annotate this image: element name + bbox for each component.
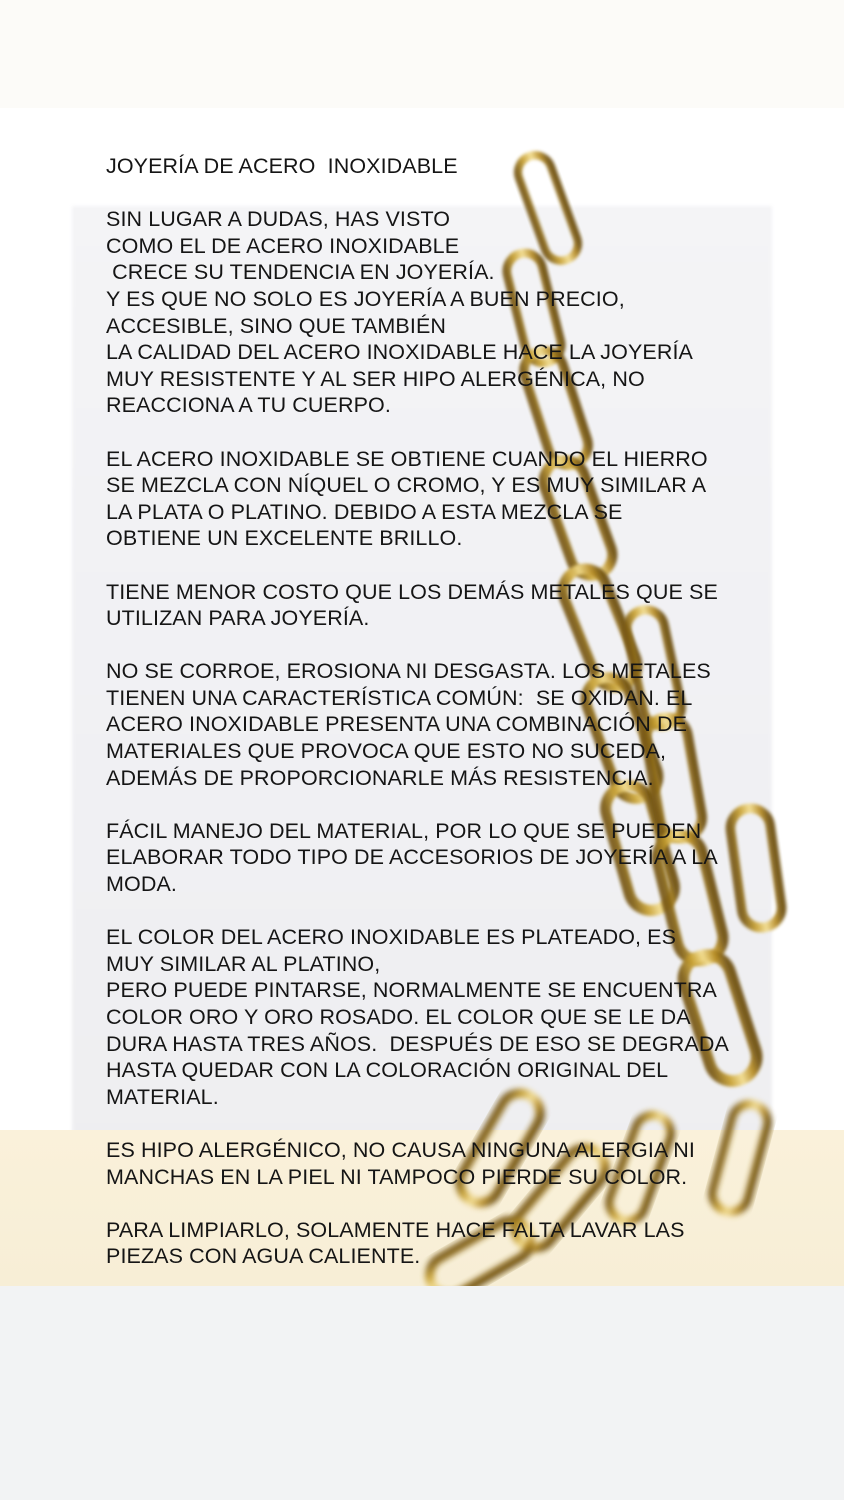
text-line: MUY RESISTENTE Y AL SER HIPO ALERGÉNICA, NO xyxy=(106,366,645,391)
text-line: Y ES QUE NO SOLO ES JOYERÍA A BUEN PRECIO, xyxy=(106,286,625,311)
text-line: TIENE MENOR COSTO QUE LOS DEMÁS METALES QUE SE xyxy=(106,579,718,604)
text-line: ELABORAR TODO TIPO DE ACCESORIOS DE JOYERÍA A LA xyxy=(106,845,718,870)
text-line: ACERO INOXIDABLE PRESENTA UNA COMBINACIÓN DE xyxy=(106,712,688,737)
text-line: SIN LUGAR A DUDAS, HAS VISTO xyxy=(106,207,451,232)
text-line: CRECE SU TENDENCIA EN JOYERÍA. xyxy=(106,260,495,285)
post-card xyxy=(0,108,844,1286)
paragraph xyxy=(106,1137,746,1190)
article-text xyxy=(106,153,746,1270)
article-body xyxy=(106,206,746,1270)
text-line: EL COLOR DEL ACERO INOXIDABLE ES PLATEADO, ES xyxy=(106,925,677,950)
text-line: HASTA QUEDAR CON LA COLORACIÓN ORIGINAL DEL xyxy=(106,1058,669,1083)
text-line: PIEZAS CON AGUA CALIENTE. xyxy=(106,1244,421,1269)
text-line: FÁCIL MANEJO DEL MATERIAL, POR LO QUE SE PUEDEN xyxy=(106,818,702,843)
text-line: ES HIPO ALERGÉNICO, NO CAUSA NINGUNA ALERGIA NI xyxy=(106,1137,695,1162)
text-line: ACCESIBLE, SINO QUE TAMBIÉN xyxy=(106,313,447,338)
text-line: DURA HASTA TRES AÑOS. DESPUÉS DE ESO SE DEGRADA xyxy=(106,1031,729,1056)
text-line: EL ACERO INOXIDABLE SE OBTIENE CUANDO EL HIERRO xyxy=(106,446,708,471)
text-line: MUY SIMILAR AL PLATINO, xyxy=(106,951,381,976)
text-line: UTILIZAN PARA JOYERÍA. xyxy=(106,606,370,631)
text-line: COLOR ORO Y ORO ROSADO. EL COLOR QUE SE LE DA xyxy=(106,1005,691,1029)
text-line: SE MEZCLA CON NÍQUEL O CROMO, Y ES MUY SIMILAR A xyxy=(106,473,707,498)
text-line: REACCIONA A TU CUERPO. xyxy=(106,393,391,418)
text-line: MATERIALES QUE PROVOCA QUE ESTO NO SUCEDA, xyxy=(106,739,667,764)
paragraph xyxy=(106,579,746,632)
text-line: PERO PUEDE PINTARSE, NORMALMENTE SE ENCUENTRA xyxy=(106,978,717,1003)
text-line: LA PLATA O PLATINO. DEBIDO A ESTA MEZCLA SE xyxy=(106,499,623,524)
text-line: ADEMÁS DE PROPORCIONARLE MÁS RESISTENCIA. xyxy=(106,765,654,790)
paragraph xyxy=(106,658,746,791)
text-line: MATERIAL. xyxy=(106,1084,219,1109)
text-line: MODA. xyxy=(106,872,177,897)
paragraph xyxy=(106,818,746,898)
text-line: TIENEN UNA CARACTERÍSTICA COMÚN: SE OXIDAN. EL xyxy=(106,685,693,710)
paragraph xyxy=(106,1217,746,1270)
paragraph xyxy=(106,924,746,1110)
paragraph xyxy=(106,206,746,419)
text-line: NO SE CORROE, EROSIONA NI DESGASTA. LOS METALES xyxy=(106,659,711,684)
text-line: OBTIENE UN EXCELENTE BRILLO. xyxy=(106,526,463,551)
text-line: COMO EL DE ACERO INOXIDABLE xyxy=(106,233,460,258)
text-line: PARA LIMPIARLO, SOLAMENTE HACE FALTA LAVAR LAS xyxy=(106,1217,685,1242)
paragraph xyxy=(106,446,746,552)
bottom-empty-area xyxy=(0,1286,844,1500)
article-title: JOYERÍA DE ACERO INOXIDABLE xyxy=(106,154,458,178)
text-line: LA CALIDAD DEL ACERO INOXIDABLE HACE LA JOYERÍA xyxy=(106,340,693,365)
text-line: MANCHAS EN LA PIEL NI TAMPOCO PIERDE SU COLOR. xyxy=(106,1164,688,1189)
top-margin xyxy=(0,0,844,108)
